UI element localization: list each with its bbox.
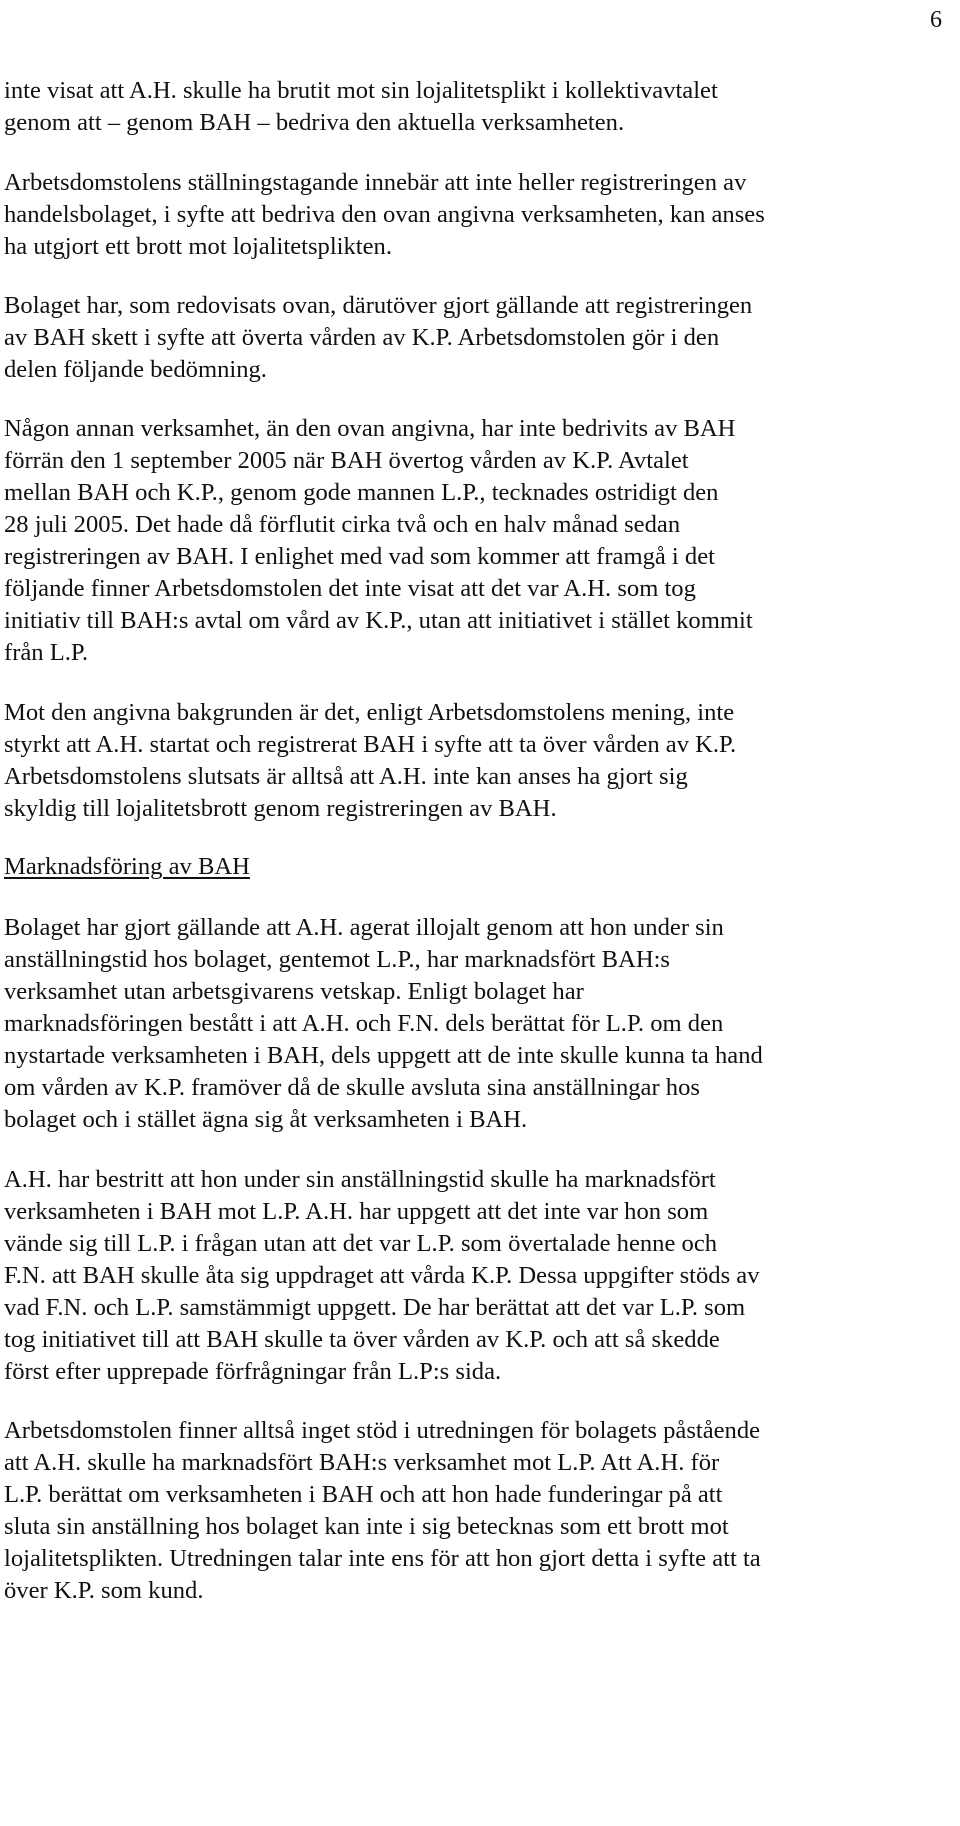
paragraph-line: vände sig till L.P. i frågan utan att det var L.P. som övertalade henne och: [4, 1230, 718, 1257]
paragraph-line: Bolaget har gjort gällande att A.H. agerat illojalt genom att hon under sin: [4, 914, 724, 941]
paragraph-line: initiativ till BAH:s avtal om vård av K.P., utan att initiativet i stället kommit: [4, 607, 753, 634]
paragraph-line: Mot den angivna bakgrunden är det, enligt Arbetsdomstolens mening, inte: [4, 699, 735, 726]
paragraph-line: Bolaget har, som redovisats ovan, därutöver gjort gällande att registreringen: [4, 292, 753, 319]
paragraph-line: skyldig till lojalitetsbrott genom registreringen av BAH.: [4, 795, 557, 822]
paragraph-line: från L.P.: [4, 639, 89, 666]
paragraph-line: Arbetsdomstolen finner alltså inget stöd i utredningen för bolagets påstående: [4, 1417, 761, 1444]
page-number: 6: [930, 7, 942, 33]
paragraph-line: marknadsföringen bestått i att A.H. och F.N. dels berättat för L.P. om den: [4, 1010, 724, 1037]
paragraph-line: verksamhet utan arbetsgivarens vetskap. Enligt bolaget har: [4, 978, 584, 1005]
paragraph-line: L.P. berättat om verksamheten i BAH och att hon hade funderingar på att: [4, 1481, 723, 1508]
paragraph-line: mellan BAH och K.P., genom gode mannen L.P., tecknades ostridigt den: [4, 479, 719, 506]
paragraph-line: genom att – genom BAH – bedriva den aktuella verksamheten.: [4, 109, 625, 136]
paragraph-line: först efter upprepade förfrågningar från L.P:s sida.: [4, 1358, 502, 1385]
paragraph-line: inte visat att A.H. skulle ha brutit mot sin lojalitetsplikt i kollektivavtalet: [4, 77, 718, 104]
paragraph-line: att A.H. skulle ha marknadsfört BAH:s verksamhet mot L.P. Att A.H. för: [4, 1449, 720, 1476]
paragraph-line: verksamheten i BAH mot L.P. A.H. har uppgett att det inte var hon som: [4, 1198, 709, 1225]
paragraph-line: F.N. att BAH skulle åta sig uppdraget att vårda K.P. Dessa uppgifter stöds av: [4, 1262, 760, 1289]
paragraph-line: A.H. har bestritt att hon under sin anställningstid skulle ha marknadsfört: [4, 1166, 716, 1193]
paragraph-line: registreringen av BAH. I enlighet med vad som kommer att framgå i det: [4, 543, 715, 570]
paragraph-line: Arbetsdomstolens slutsats är alltså att A.H. inte kan anses ha gjort sig: [4, 763, 688, 790]
paragraph-line: förrän den 1 september 2005 när BAH övertog vården av K.P. Avtalet: [4, 447, 689, 474]
paragraph-line: sluta sin anställning hos bolaget kan inte i sig betecknas som ett brott mot: [4, 1513, 729, 1540]
paragraph-line: ha utgjort ett brott mot lojalitetsplikten.: [4, 233, 392, 260]
paragraph-line: av BAH skett i syfte att överta vården av K.P. Arbetsdomstolen gör i den: [4, 324, 720, 351]
paragraph-line: delen följande bedömning.: [4, 356, 267, 383]
paragraph-line: Någon annan verksamhet, än den ovan angivna, har inte bedrivits av BAH: [4, 415, 736, 442]
paragraph-line: anställningstid hos bolaget, gentemot L.P., har marknadsfört BAH:s: [4, 946, 670, 973]
paragraph-line: lojalitetsplikten. Utredningen talar inte ens för att hon gjort detta i syfte att ta: [4, 1545, 761, 1572]
paragraph-line: 28 juli 2005. Det hade då förflutit cirka två och en halv månad sedan: [4, 511, 681, 538]
paragraph-line: styrkt att A.H. startat och registrerat BAH i syfte att ta över vården av K.P.: [4, 731, 737, 758]
paragraph-line: tog initiativet till att BAH skulle ta över vården av K.P. och att så skedde: [4, 1326, 720, 1353]
paragraph-line: handelsbolaget, i syfte att bedriva den ovan angivna verksamheten, kan anses: [4, 201, 765, 228]
paragraph-line: följande finner Arbetsdomstolen det inte visat att det var A.H. som tog: [4, 575, 696, 602]
paragraph-line: om vården av K.P. framöver då de skulle avsluta sina anställningar hos: [4, 1074, 700, 1101]
paragraph-line: vad F.N. och L.P. samstämmigt uppgett. De har berättat att det var L.P. som: [4, 1294, 746, 1321]
section-heading: Marknadsföring av BAH: [4, 853, 250, 880]
paragraph-line: nystartade verksamheten i BAH, dels uppgett att de inte skulle kunna ta hand: [4, 1042, 763, 1069]
paragraph-line: bolaget och i stället ägna sig åt verksamheten i BAH.: [4, 1106, 528, 1133]
paragraph-line: över K.P. som kund.: [4, 1577, 204, 1604]
paragraph-line: Arbetsdomstolens ställningstagande innebär att inte heller registreringen av: [4, 169, 747, 196]
